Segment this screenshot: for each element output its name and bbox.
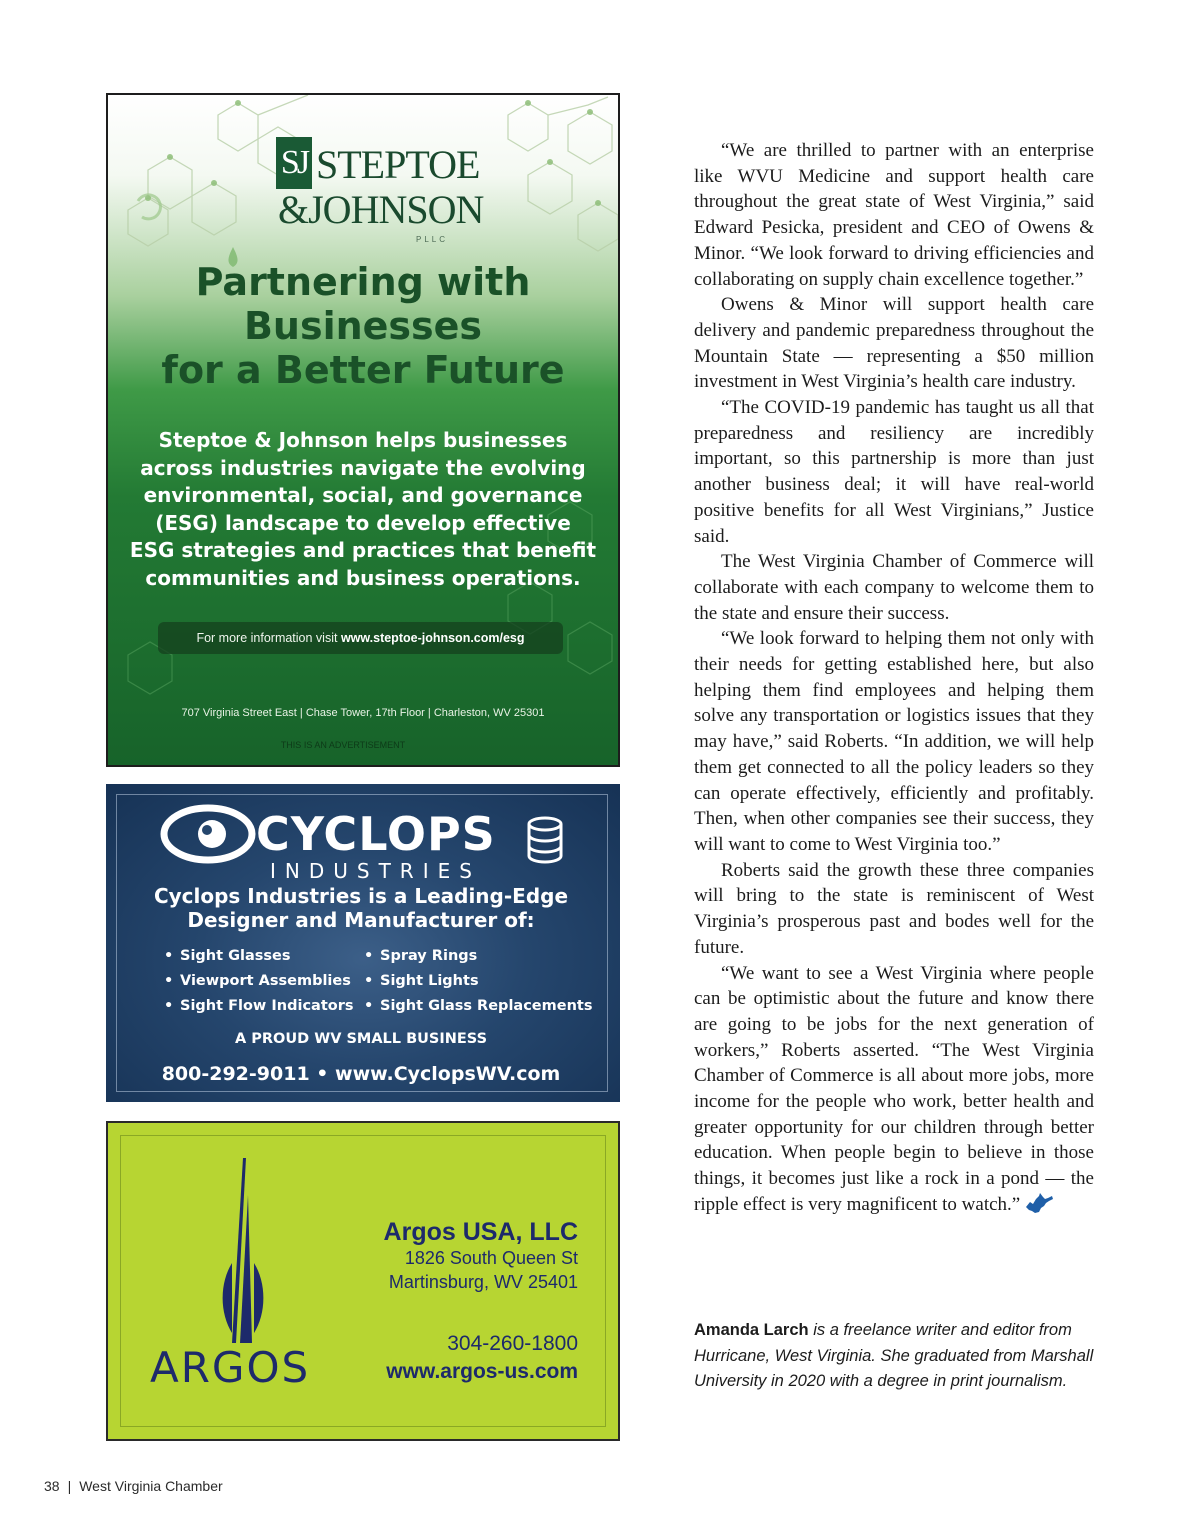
article-paragraph: “We are thrilled to partner with an enterprise like WVU Medicine and support health care throughout the great state of West Virginia,” said Edward Pesicka, president and CEO of Owens & Minor. “We look forward to driving efficiencies and collaborating on supply chain excellence together.” bbox=[694, 140, 1094, 290]
logo-pllc: PLLC bbox=[416, 235, 449, 244]
product-item: • Viewport Assemblies bbox=[164, 969, 354, 994]
product-item: • Sight Glass Replacements bbox=[364, 994, 592, 1019]
product-item: • Sight Glasses bbox=[164, 944, 354, 969]
ad-headline bbox=[126, 884, 596, 932]
author-name: Amanda Larch bbox=[694, 1321, 809, 1339]
argos-address-line: 1826 South Queen St bbox=[404, 1248, 578, 1268]
article-paragraph-last bbox=[694, 961, 1094, 1218]
argos-logo-icon bbox=[186, 1158, 306, 1343]
article-paragraph: Owens & Minor will support health care delivery and pandemic preparedness throughout the Mountain State — representing a $50 million investment in West Virginia’s health care industry. bbox=[694, 294, 1094, 393]
argos-website: www.argos-us.com bbox=[386, 1360, 578, 1383]
article-paragraph: “The COVID-19 pandemic has taught us all that preparedness and resiliency are incredibly important, so this partnership is more than just another business deal; it will have real-world positive benefits for all West Virginians,” Justice said. bbox=[694, 397, 1094, 547]
logo-word-steptoe: STEPTOE bbox=[316, 142, 480, 187]
article-paragraph: Roberts said the growth these three companies will bring to the state is reminiscent of West Virginia’s prosperous past and bodes well for the future. bbox=[694, 859, 1094, 958]
advertisement-disclaimer: THIS IS AN ADVERTISEMENT bbox=[280, 740, 406, 750]
ad-headline bbox=[128, 260, 598, 392]
logo-word-industries: INDUSTRIES bbox=[270, 859, 481, 882]
body-line: ESG strategies and practices that benefit bbox=[129, 538, 597, 562]
cyclops-tagline: A PROUD WV SMALL BUSINESS bbox=[234, 1031, 488, 1047]
product-list-left bbox=[164, 944, 354, 1019]
product-list-right bbox=[364, 944, 592, 1019]
steptoe-url: www.steptoe-johnson.com/esg bbox=[340, 631, 525, 645]
steptoe-address: 707 Virginia Street East | Chase Tower, 17th Floor | Charleston, WV 25301 bbox=[181, 707, 545, 719]
argos-company: Argos USA, LLC bbox=[383, 1218, 578, 1246]
cyclops-logo bbox=[160, 804, 570, 882]
logo-word-johnson: &JOHNSON bbox=[278, 187, 484, 232]
page-number: 38 bbox=[44, 1478, 60, 1494]
cyclops-industries-ad bbox=[106, 784, 620, 1102]
cyclops-contact: 800-292-9011 • www.CyclopsWV.com bbox=[161, 1063, 561, 1085]
body-line: communities and business operations. bbox=[145, 565, 581, 590]
argos-logo-word: ARGOS bbox=[150, 1343, 311, 1392]
argos-address-line: Martinsburg, WV 25401 bbox=[388, 1272, 578, 1292]
body-line: Steptoe & Johnson helps businesses bbox=[158, 428, 568, 452]
argos-contact-block bbox=[384, 1218, 578, 1386]
argos-phone: 304-260-1800 bbox=[447, 1332, 578, 1355]
ad-body-text bbox=[128, 427, 598, 592]
sj-logo-mark: SJ bbox=[276, 137, 312, 189]
article-paragraph: The West Virginia Chamber of Commerce will collaborate with each company to welcome them to the state and ensure their success. bbox=[694, 551, 1094, 624]
article-paragraph: “We look forward to helping them not only with their needs for getting established here, but also helping them find employees and helping them solve any transportation or logistics issues that they may have,” said Roberts. “In addition, we will help them get connected to all the policy leaders so they can operate effectively, efficiently and profitably. Then, when other companies see their success, they will want to come to West Virginia too.” bbox=[694, 628, 1094, 855]
headline-line: Partnering with bbox=[195, 260, 531, 304]
more-info-bar bbox=[158, 622, 563, 654]
article-body bbox=[694, 138, 1094, 1218]
headline-line: for a Better Future bbox=[161, 348, 565, 392]
steptoe-johnson-ad bbox=[106, 93, 620, 767]
product-item: • Sight Flow Indicators bbox=[164, 994, 354, 1019]
body-line: environmental, social, and governance bbox=[143, 483, 583, 507]
page-footer bbox=[44, 1478, 223, 1494]
more-info-text: For more information visit bbox=[196, 631, 341, 645]
logo-word-cyclops: CYCLOPS bbox=[256, 807, 496, 861]
west-virginia-state-icon bbox=[1024, 1193, 1054, 1213]
headline-line: Designer and Manufacturer of: bbox=[187, 908, 535, 932]
product-item: • Sight Lights bbox=[364, 969, 592, 994]
body-line: across industries navigate the evolving bbox=[140, 455, 586, 480]
author-bio-text: is a freelance writer and editor from Hurricane, West Virginia. She graduated from Marshall University in 2020 with a degree in print journalism. bbox=[694, 1321, 1094, 1390]
headline-line: Businesses bbox=[243, 304, 483, 348]
product-item: • Spray Rings bbox=[364, 944, 592, 969]
publication-name: West Virginia Chamber bbox=[79, 1478, 223, 1494]
article-paragraph: “We want to see a West Virginia where people can be optimistic about the future and know there are going to be jobs for the next generation of workers,” Roberts asserted. “The West Virginia Chamber of Commerce is all about more jobs, more income for the people who work, better health and greater opportunity for our children through better education. When people begin to believe in those things, it becomes just like a rock in a pond — the ripple effect is very magnificent to watch.” bbox=[694, 962, 1094, 1215]
footer-separator: | bbox=[67, 1478, 72, 1494]
argos-ad bbox=[106, 1121, 620, 1441]
body-line: (ESG) landscape to develop effective bbox=[155, 510, 571, 535]
steptoe-johnson-logo bbox=[276, 137, 484, 244]
author-bio bbox=[694, 1318, 1094, 1395]
headline-line: Cyclops Industries is a Leading-Edge bbox=[153, 884, 569, 908]
